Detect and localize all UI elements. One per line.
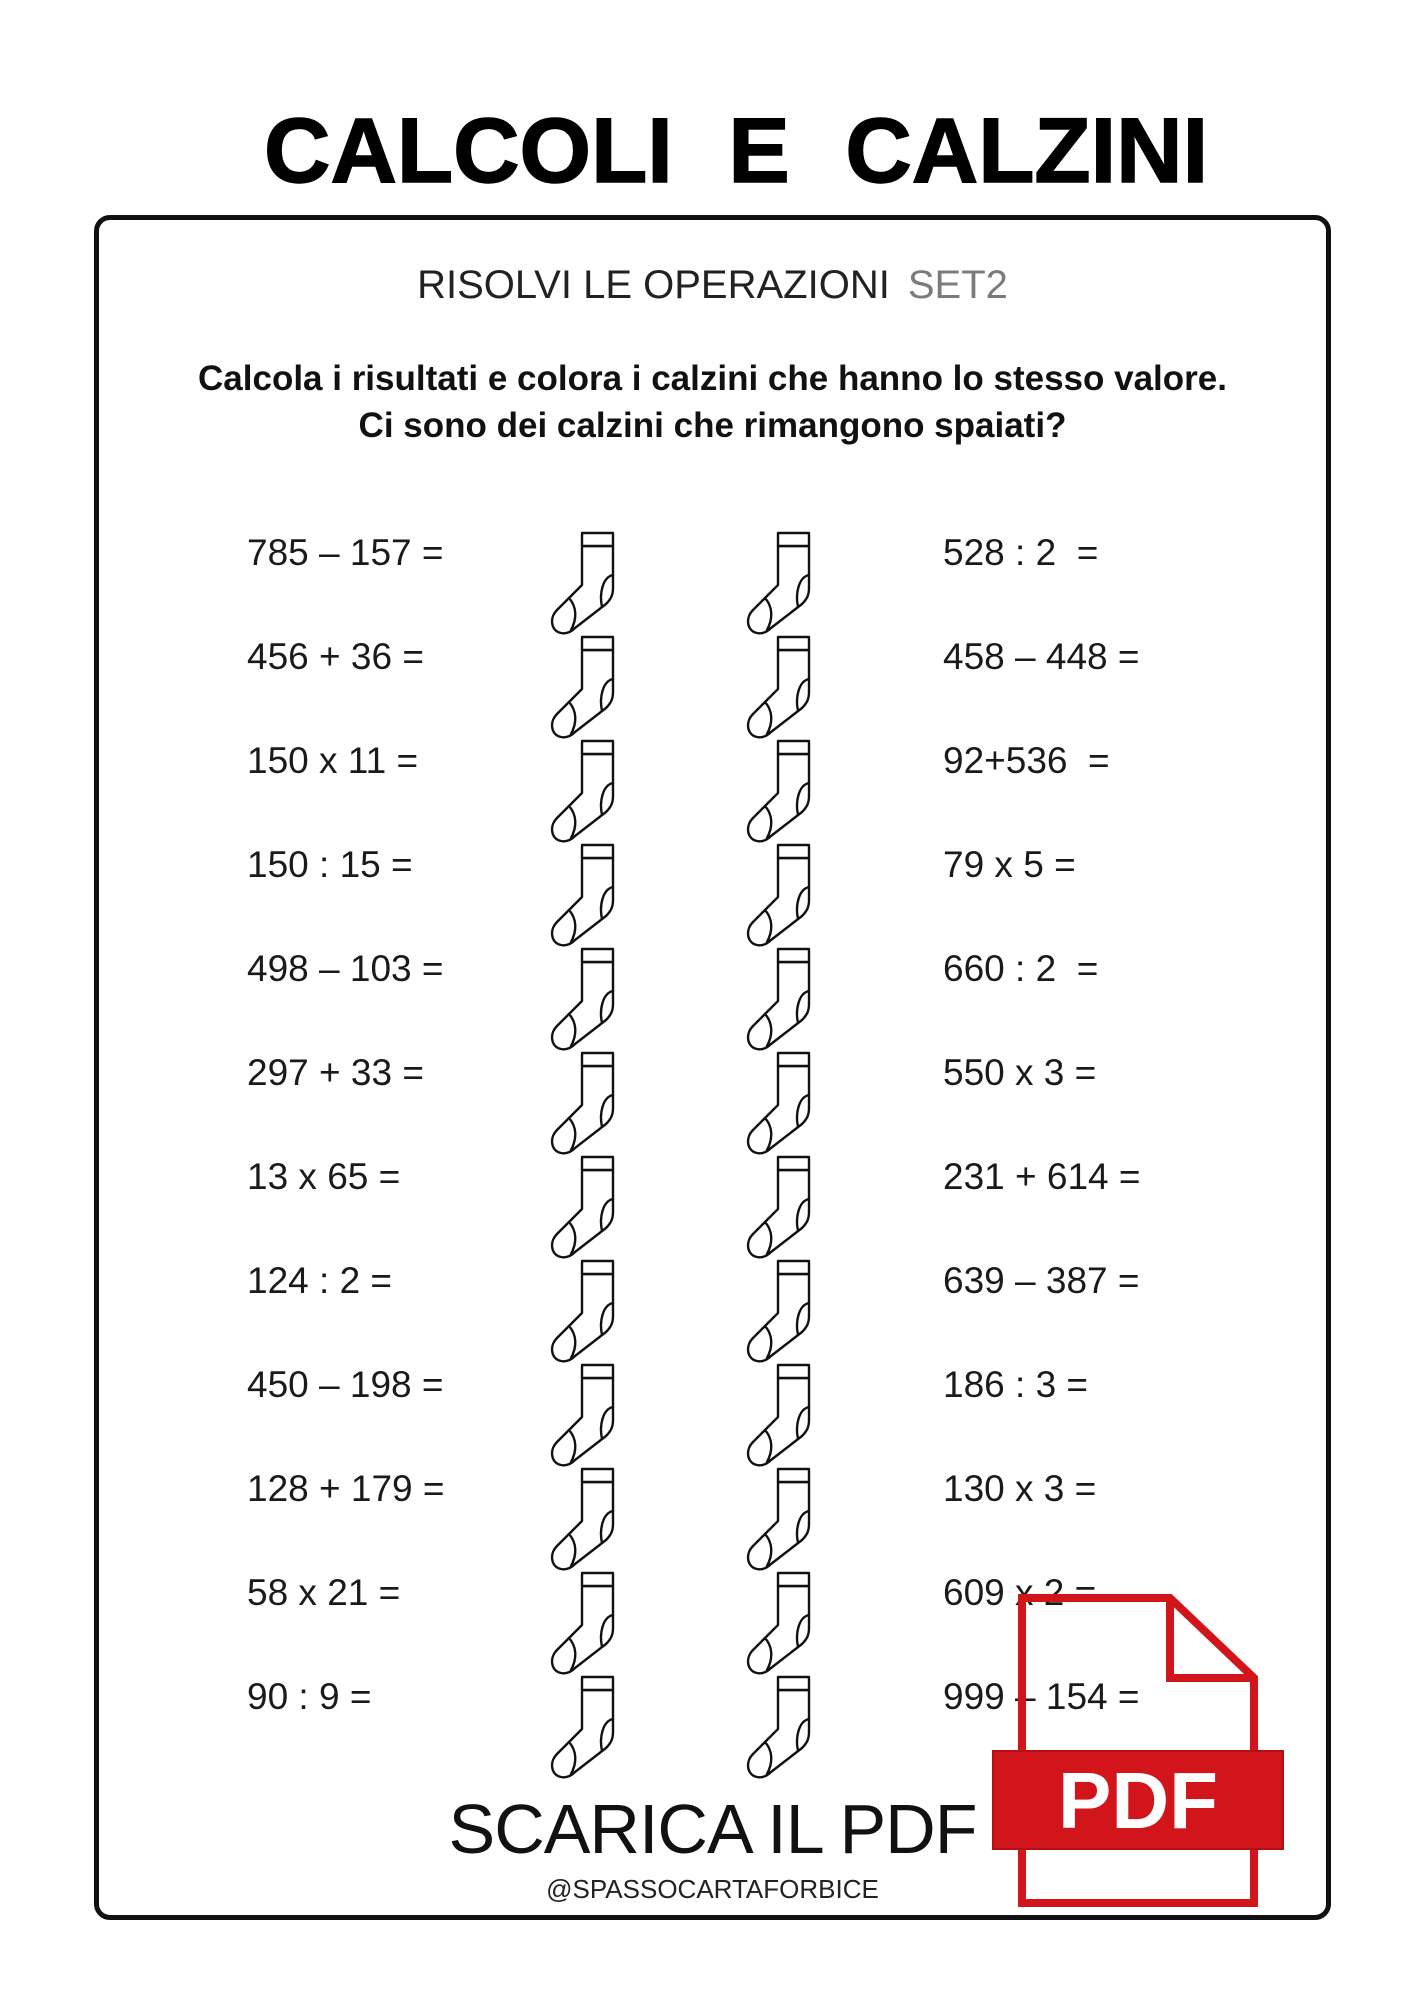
sock-icon xyxy=(743,739,811,843)
right-operation: 458 – 448 = xyxy=(943,636,1140,677)
sock-icon xyxy=(547,1051,615,1155)
right-operation: 186 : 3 = xyxy=(943,1364,1089,1405)
left-operation: 297 + 33 = xyxy=(247,1052,424,1093)
worksheet-title: CALCOLI E CALZINI xyxy=(264,100,1209,202)
set-label: SET2 xyxy=(907,263,1008,307)
left-operation: 456 + 36 = xyxy=(247,636,424,677)
left-operation: 150 x 11 = xyxy=(247,740,419,781)
sock-icon xyxy=(743,947,811,1051)
instruction-line: Calcola i risultati e colora i calzini che hanno lo stesso valore. xyxy=(198,359,1227,398)
sock-icon xyxy=(547,1155,615,1259)
sock-icon xyxy=(547,739,615,843)
right-operation: 231 + 614 = xyxy=(943,1156,1141,1197)
right-operation: 79 x 5 = xyxy=(943,844,1076,885)
instruction-line: Ci sono dei calzini che rimangono spaiati? xyxy=(358,406,1067,445)
subtitle-text: RISOLVI LE OPERAZIONI xyxy=(417,263,890,307)
author-handle: @SPASSOCARTAFORBICE xyxy=(546,1874,879,1904)
pdf-badge-text: PDF xyxy=(1058,1756,1218,1845)
sock-icon xyxy=(547,1363,615,1467)
sock-icon xyxy=(547,1467,615,1571)
right-operations-column xyxy=(943,527,1141,1775)
left-operation: 450 – 198 = xyxy=(247,1364,444,1405)
sock-icon xyxy=(547,1571,615,1675)
sock-icon xyxy=(743,1259,811,1363)
sock-icon xyxy=(743,843,811,947)
sock-icon xyxy=(547,1259,615,1363)
sock-icon xyxy=(547,531,615,635)
sock-icon xyxy=(547,843,615,947)
sock-icon xyxy=(743,1467,811,1571)
sock-icon xyxy=(743,1571,811,1675)
right-operation: 999 – 154 = xyxy=(943,1676,1140,1717)
right-operation: 609 x 2 = xyxy=(943,1572,1097,1613)
sock-icon xyxy=(743,1051,811,1155)
sock-icon xyxy=(547,1675,615,1779)
download-pdf-link[interactable]: SCARICA IL PDF xyxy=(448,1790,977,1868)
left-operation: 785 – 157 = xyxy=(247,532,444,573)
left-operation: 13 x 65 = xyxy=(247,1156,401,1197)
right-operation: 550 x 3 = xyxy=(943,1052,1097,1093)
sock-icon xyxy=(743,1155,811,1259)
sock-icon xyxy=(743,1363,811,1467)
sock-icon xyxy=(743,635,811,739)
left-operation: 498 – 103 = xyxy=(247,948,444,989)
sock-icon xyxy=(547,947,615,1051)
right-operation: 639 – 387 = xyxy=(943,1260,1140,1301)
left-operation: 58 x 21 = xyxy=(247,1572,401,1613)
left-operation: 90 : 9 = xyxy=(247,1676,372,1717)
left-operation: 150 : 15 = xyxy=(247,844,413,885)
worksheet-subtitle xyxy=(94,261,1331,309)
instructions xyxy=(94,355,1331,449)
left-operation: 124 : 2 = xyxy=(247,1260,393,1301)
right-socks-column xyxy=(743,531,811,1779)
right-operation: 130 x 3 = xyxy=(943,1468,1097,1509)
sock-icon xyxy=(743,1675,811,1779)
pdf-document-icon[interactable] xyxy=(990,1590,1290,1910)
sock-icon xyxy=(547,635,615,739)
left-operation: 128 + 179 = xyxy=(247,1468,445,1509)
right-operation: 528 : 2 = xyxy=(943,532,1099,573)
left-socks-column xyxy=(547,531,615,1779)
right-operation: 92+536 = xyxy=(943,740,1110,781)
right-operation: 660 : 2 = xyxy=(943,948,1099,989)
left-operations-column xyxy=(247,527,445,1775)
sock-icon xyxy=(743,531,811,635)
